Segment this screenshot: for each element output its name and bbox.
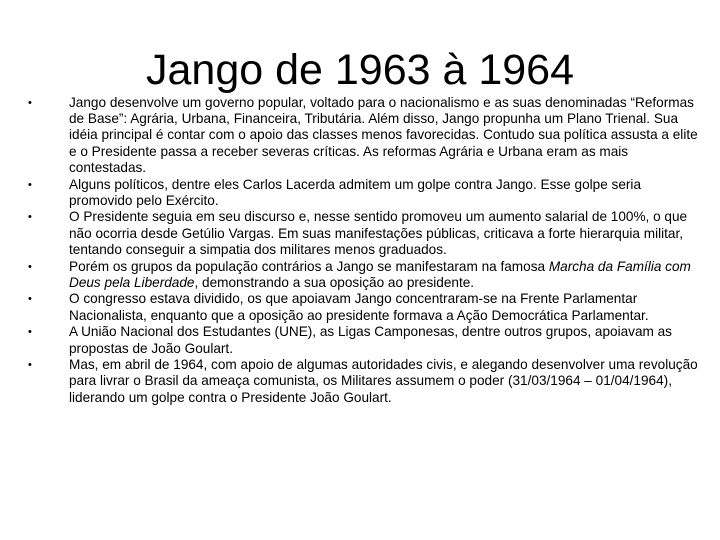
- bullet-text-italic: Marcha da Família com Deus pela Liberdade: [69, 258, 691, 290]
- bullet-item-5: [28, 291, 698, 323]
- bullet-text: O Presidente seguia em seu discurso e, nesse sentido promoveu um aumento salarial de 100%, o que não ocorria desde Getúlio Vargas. Em suas manifestações públicas, criticava a forte hierarquia militar, tentando conseguir a simpatia dos militares menos graduados.: [69, 209, 688, 257]
- bullet-marker: •: [28, 178, 32, 191]
- bullet-text: Jango desenvolve um governo popular, voltado para o nacionalismo e as suas denominadas “Reformas de Base”: Agrária, Urbana, Financeira, Tributária. Além disso, Jango propunha um Plano Trienal. Sua idéia principal é contar com o apoio das classes menos favorecidas. Contudo sua política assusta a elite e o Presidente passa a receber severas críticas. As reformas Agrária e Urbana eram as mais contestadas.: [69, 95, 698, 175]
- bullet-marker: •: [28, 326, 32, 339]
- bullet-marker: •: [28, 260, 32, 273]
- bullet-marker: •: [28, 359, 32, 372]
- bullet-item-7: [28, 357, 698, 406]
- bullet-text-after: , demonstrando a sua oposição ao presidente.: [194, 274, 475, 290]
- bullet-item-1: [28, 95, 698, 176]
- bullet-list: [28, 95, 698, 406]
- bullet-marker: •: [28, 211, 32, 224]
- bullet-item-6: [28, 324, 698, 356]
- bullet-text: Mas, em abril de 1964, com apoio de algumas autoridades civis, e alegando desenvolver uma revolução para livrar o Brasil da ameaça comunista, os Militares assumem o poder (31/03/1964 – 01/04/1964), liderando um golpe contra o Presidente João Goulart.: [69, 357, 698, 405]
- slide-title: Jango de 1963 à 1964: [145, 46, 574, 94]
- bullet-item-3: [28, 209, 698, 258]
- bullet-marker: •: [28, 97, 32, 109]
- bullet-text: Alguns políticos, dentre eles Carlos Lacerda admitem um golpe contra Jango. Esse golpe seria promovido pelo Exército.: [69, 176, 642, 208]
- bullet-item-4: [28, 259, 698, 291]
- bullet-item-2: [28, 177, 698, 209]
- bullet-text: O congresso estava dividido, os que apoiavam Jango concentraram-se na Frente Parlamentar Nacionalista, enquanto que a oposição ao presidente formava a Ação Democrática Parlamentar.: [69, 291, 649, 323]
- bullet-text-before: Porém os grupos da população contrários a Jango se manifestaram na famosa: [69, 258, 549, 274]
- bullet-marker: •: [28, 293, 32, 306]
- bullet-text: A União Nacional dos Estudantes (UNE), as Ligas Camponesas, dentre outros grupos, apoiavam as propostas de João Goulart.: [69, 324, 672, 356]
